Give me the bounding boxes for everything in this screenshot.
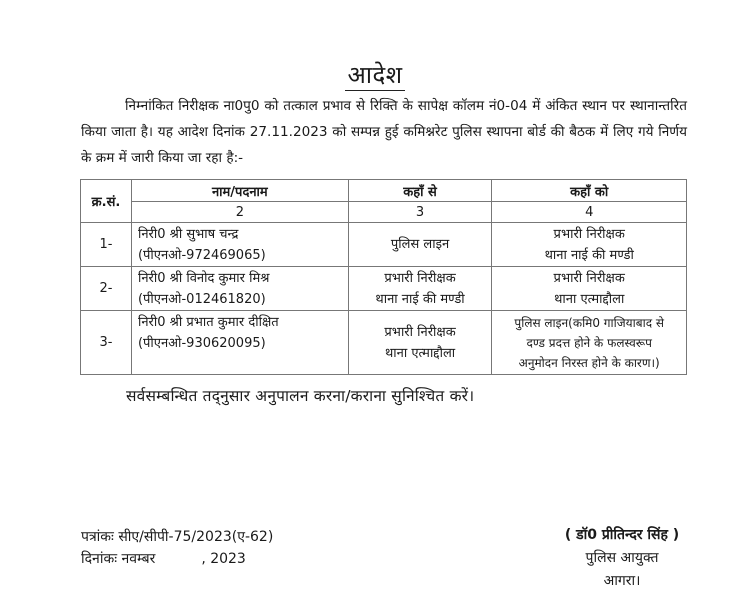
header-to: कहाँ को	[492, 180, 687, 202]
officer-cell	[131, 223, 348, 267]
to-line: थाना एत्माद्दौला	[554, 291, 625, 307]
to-line: पुलिस लाइन(कमि0 गाजियाबाद से	[514, 315, 665, 330]
to-line: दण्ड प्रदत्त होने के फलस्वरूप	[526, 335, 652, 350]
serial-number: 3-	[81, 311, 132, 375]
from-line: पुलिस लाइन	[390, 237, 450, 252]
signatory-name: ( डॉ0 प्रीतिन्दर सिंह )	[564, 527, 680, 543]
order-paragraph: निम्नांकित निरीक्षक ना0पु0 को तत्काल प्रभाव से रिक्ति के सापेक्ष कॉलम नं0-04 में अंकित स्थान पर स्थानान्तरित किया जाता है। यह आदेश दिनांक 27.11.2023 को सम्पन्न हुई कमिश्नरेट पुलिस स्थापना बोर्ड की बैठक में लिए गये निर्णय के क्रम में जारी किया जा रहा है:-	[81, 98, 687, 166]
officer-pno: (पीएनओ-930620095)	[137, 336, 266, 351]
signature-block	[552, 524, 692, 593]
to-cell	[492, 311, 687, 375]
to-cell	[492, 267, 687, 311]
date-year: , 2023	[201, 551, 246, 567]
from-line: थाना नाई की मण्डी	[375, 291, 465, 307]
from-cell	[348, 267, 492, 311]
from-line: प्रभारी निरीक्षक	[384, 324, 456, 340]
officer-name: निरी0 श्री प्रभात कुमार दीक्षित	[137, 315, 279, 330]
transfer-table	[80, 179, 687, 375]
officer-cell	[131, 311, 348, 375]
from-line: प्रभारी निरीक्षक	[384, 270, 456, 286]
to-cell	[492, 223, 687, 267]
column-number: 4	[492, 202, 687, 223]
header-from: कहाँ से	[348, 180, 492, 202]
to-line: अनुमोदन निरस्त होने के कारण।)	[518, 355, 660, 370]
order-title-text: आदेश	[347, 61, 403, 89]
order-title	[0, 58, 750, 91]
from-line: थाना एत्माद्दौला	[384, 345, 456, 361]
letter-number: पत्रांकः सीए/सीपी-75/2023(ए-62)	[81, 529, 274, 545]
officer-pno: (पीएनओ-972469065)	[137, 247, 266, 263]
table-row	[81, 223, 687, 267]
officer-pno: (पीएनओ-012461820)	[137, 291, 266, 307]
table-row	[81, 267, 687, 311]
serial-number: 1-	[81, 223, 132, 267]
column-number: 3	[348, 202, 492, 223]
date-label: दिनांकः नवम्बर	[81, 551, 156, 567]
table-row	[81, 311, 687, 375]
to-line: प्रभारी निरीक्षक	[553, 270, 625, 286]
table-header-row	[81, 180, 687, 202]
to-line: थाना नाई की मण्डी	[544, 247, 634, 263]
officer-name: निरी0 श्री विनोद कुमार मिश्र	[137, 270, 270, 286]
header-serial: क्र.सं.	[81, 180, 132, 223]
signatory-designation: पुलिस आयुक्त	[585, 550, 659, 566]
signatory-place: आगरा।	[603, 573, 641, 589]
officer-name: निरी0 श्री सुभाष चन्द्र	[137, 226, 239, 242]
serial-number: 2-	[81, 267, 132, 311]
to-line: प्रभारी निरीक्षक	[553, 226, 625, 242]
compliance-note: सर्वसम्बन्धित तद्नुसार अनुपालन करना/कराना सुनिश्चित करें।	[126, 387, 475, 405]
officer-cell	[131, 267, 348, 311]
reference-block	[81, 526, 273, 570]
header-name: नाम/पदनाम	[131, 180, 348, 202]
column-number: 2	[131, 202, 348, 223]
table-column-number-row	[81, 202, 687, 223]
from-cell	[348, 223, 492, 267]
issue-date	[81, 548, 273, 570]
from-cell	[348, 311, 492, 375]
